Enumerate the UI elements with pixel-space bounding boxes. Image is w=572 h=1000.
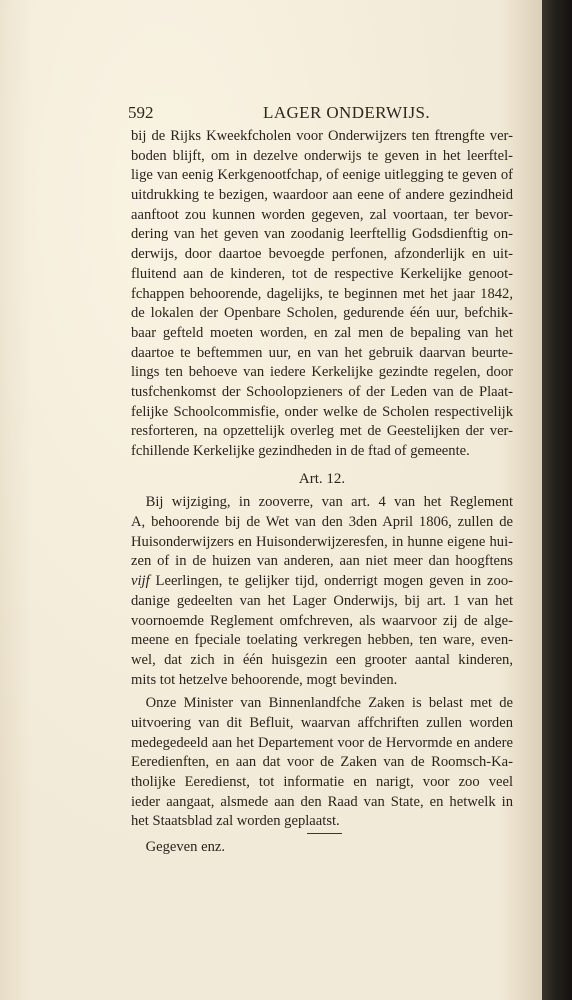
text-line: tholijke Eeredienst, tot informatie en narigt, voor zoo veel: [131, 774, 513, 790]
text-line: uitdrukking te bezigen, waardoor aan eene of andere gezindheid: [131, 187, 513, 204]
paragraph-2: [131, 493, 513, 690]
text-line: lings ten behoeve van iedere Kerkelijke gezindte regelen, door: [131, 364, 513, 381]
page-header: [128, 103, 430, 125]
text-line: fchillende Kerkelijke gezindheden in de ftad of gemeente.: [131, 443, 470, 459]
text-line: zen of in de huizen van anderen, aan niet meer dan hoogftens: [131, 553, 513, 570]
text-line: de lokalen der Openbare Scholen, gedurende één uur, befchik-: [131, 305, 513, 322]
closing-line: [131, 838, 513, 858]
text-line: het Staatsblad zal worden geplaatst.: [131, 813, 340, 830]
text-line: Huisonderwijzers en Huisonderwijzeresfen, in hunne eigene hui-: [131, 533, 513, 550]
text-line: aanftoot zou kunnen worden gegeven, zal voortaan, ter bevor-: [131, 206, 513, 223]
running-title: LAGER ONDERWIJS.: [263, 103, 430, 122]
text-line: baar gefteld moeten worden, en zal men de bepaling van het: [131, 324, 513, 341]
text-line: boden blijft, om in dezelve onderwijs te geven in het leerftel-: [131, 147, 513, 164]
paragraph-1: [131, 127, 513, 462]
text-line: derwijs, door daartoe bevoegde perfonen, afzonderlijk en uit-: [131, 246, 513, 263]
text-line: wel, dat zich in één huisgezin een grooter aantal kinderen,: [131, 651, 513, 668]
text-line: fluitend aan de kinderen, tot de respective Kerkelijke genoot-: [131, 265, 513, 282]
book-edge: [542, 0, 572, 1000]
text-line: daartoe te beftemmen uur, en van het gebruik daarvan beurte-: [131, 344, 513, 361]
end-rule: [307, 833, 342, 834]
text-line: ieder aangaat, alsmede aan den Raad van State, en hetwelk in: [131, 793, 513, 810]
text-line: dering van het geven van zoodanig leerftellig Godsdienftig on-: [131, 226, 513, 243]
body-text: [131, 127, 513, 858]
text-line: resforteren, na opzettelijk overleg met de Geestelijken der ver-: [131, 423, 513, 440]
text-fragment: Onze Minister van Binnenlandfche Zaken is belast met de: [145, 695, 513, 712]
text-line: meene en fpeciale toelating verkregen hebben, ten ware, even-: [131, 632, 513, 649]
text-line: fchappen behoorende, dagelijks, te beginnen met het jaar 1842,: [131, 285, 513, 302]
paragraph-3: [131, 694, 513, 832]
text-fragment: Bij wijziging, in zooverre, van art. 4 van het Reglement: [145, 494, 513, 511]
text-line: medegedeeld aan het Departement voor de Hervormde en andere: [131, 734, 513, 751]
text-line: A, behoorende bij de Wet van den 3den April 1806, zullen de: [131, 514, 513, 531]
text-fragment: Gegeven enz.: [145, 839, 226, 856]
text-line: tusfchenkomst der Schoolopzieners of der Leden van de Plaat-: [131, 383, 513, 400]
text-line: Eeredienften, en aan dat voor de Zaken van de Roomsch-Ka-: [131, 754, 513, 771]
text-line: [131, 694, 513, 714]
text-line: voornoemde Reglement omfchreven, als waarvoor zij de alge-: [131, 612, 513, 629]
text-line: [131, 572, 513, 592]
text-line: felijke Schoolcommisfie, onder welke de Scholen respectivelijk: [131, 403, 513, 420]
text-line: uitvoering van dit Befluit, waarvan affchriften zullen worden: [131, 714, 513, 731]
text-fragment: Leerlingen, te gelijker tijd, onderrigt mogen geven in zoo-: [155, 573, 513, 590]
article-heading: Art. 12.: [298, 470, 346, 487]
italic-word: vijf: [131, 573, 150, 590]
text-line: [131, 493, 513, 513]
text-line: danige gedeelten van het Lager Onderwijs, bij art. 1 van het: [131, 592, 513, 609]
text-line: mits tot hetzelve behoorende, mogt bevinden.: [131, 671, 398, 688]
text-line: lige van eenig Kerkgenootfchap, of eenige uitlegging te geven of: [131, 167, 513, 184]
text-line: bij de Rijks Kweekfcholen voor Onderwijzers ten ftrengfte ver-: [131, 128, 513, 144]
page-number: 592: [128, 103, 154, 122]
